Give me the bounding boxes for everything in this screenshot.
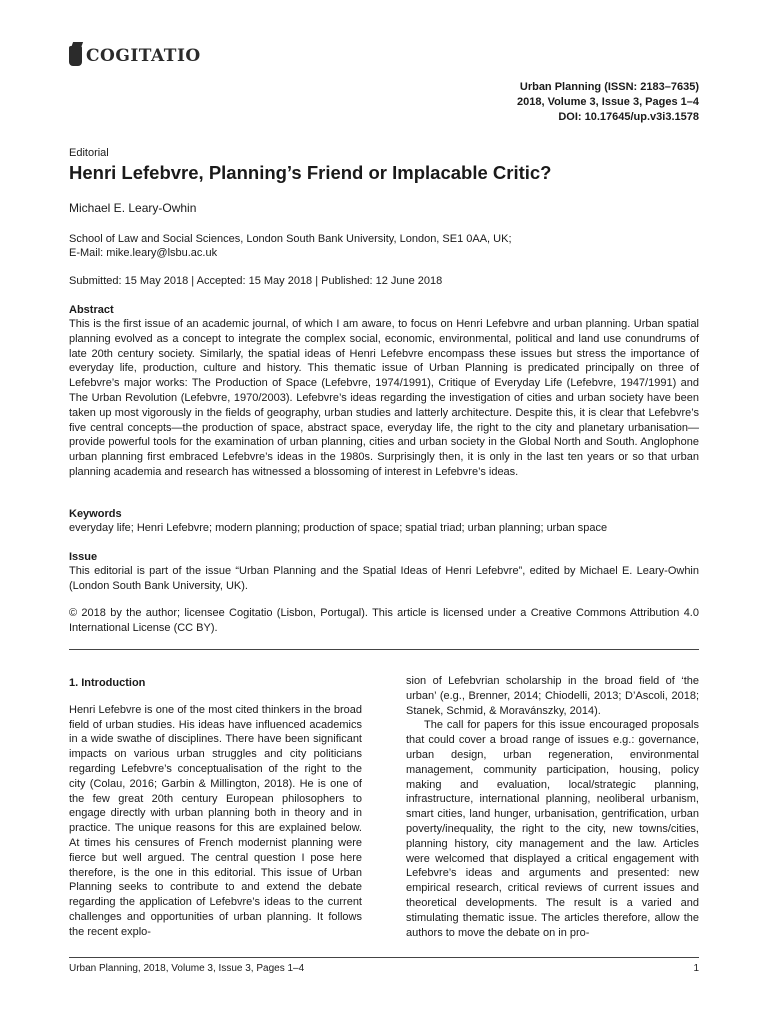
footer-divider [69,957,699,958]
keywords-section [69,507,699,536]
section-heading: 1. Introduction [69,677,146,689]
author-email[interactable]: E-Mail: mike.leary@lsbu.ac.uk [69,247,218,259]
issue-heading: Issue [69,551,98,563]
author-name: Michael E. Leary-Owhin [69,201,197,215]
license-section [69,606,699,636]
section-divider [69,649,699,650]
publisher-name: COGITATIO [86,46,201,66]
cogitatio-logo-icon [69,46,82,66]
publication-dates: Submitted: 15 May 2018 | Accepted: 15 May 2018 | Published: 12 June 2018 [69,275,443,287]
body-paragraph: sion of Lefebvrian scholarship in the broad field of ‘the urban’ (e.g., Brenner, 2014; Chiodelli, 2013; D’Ascoli, 2018; Stanek, Schmid, & Moravánszky, 2014). [406,675,699,717]
journal-issn: Urban Planning (ISSN: 2183–7635) [519,81,699,93]
issue-section [69,550,699,594]
abstract-text: This is the first issue of an academic journal, of which I am aware, to focus on Henri Lefebvre and urban planning. Urban spatial planning evolved as a concept to integrate the complex social, economic, environmental, political and land use conundrums of late 20th century society. Similarly, the spatial ideas of Henri Lefebvre encompass these issues but stress the importance of everyday life, production, culture and history. This thematic issue of Urban Planning is predicated principally on three of Lefebvre’s major works: The Production of Space (Lefebvre, 1974/1991), Critique of Everyday Life (Lefebvre, 1947/1991) and The Urban Revolution (Lefebvre, 1970/2003). Lefebvre’s ideas regarding the investigation of cities and urban society have been taken up most vigorously in the fields of geography, urban studies and latterly architecture. Despite this, it is clear that Lefebvre’s five central concepts—the production of space, abstract space, everyday life, the right to the city and planetary urbanisation—provide powerful tools for the examination of urban planning, cities and urban society in the Global North and South. Anglophone urban planning first embraced Lefebvre’s ideas in the 1980s. Surprisingly then, it is only in the last ten years or so that urban planning academia and research has witnessed a blossoming of interest in Lefebvre’s ideas. [69,318,699,478]
article-type: Editorial [69,147,109,159]
body-paragraph: The call for papers for this issue encouraged proposals that could cover a broad range of issues e.g.: governance, urban design, urban regeneration, environmental management, community participation, housing, policy making and evaluation, local/strategic planning, infrastructure, international planning, neoliberal urbanism, smart cities, land hunger, urbanisation, gentrification, urban poverty/inequality, the right to the city, new towns/cities, planning history, city management and the law. Articles were welcomed that displayed a critical engagement with Lefebvre’s ideas and arguments and presented: new empirical research, critical reviews of current issues and theoretical developments. The result is a varied and stimulating thematic issue. The articles therefore, allow the authors to move the debate on in pro- [406,719,699,939]
keywords-heading: Keywords [69,508,122,520]
affiliation-address: School of Law and Social Sciences, London South Bank University, London, SE1 0AA, UK; [69,233,512,245]
journal-meta [517,80,699,125]
abstract-section [69,303,699,480]
publisher-logo [69,46,201,66]
abstract-heading: Abstract [69,304,114,316]
article-title: Henri Lefebvre, Planning’s Friend or Implacable Critic? [69,162,552,183]
body-column-right [406,674,699,940]
author-affiliation [69,232,512,260]
journal-volume: 2018, Volume 3, Issue 3, Pages 1–4 [516,96,699,108]
license-text: © 2018 by the author; licensee Cogitatio (Lisbon, Portugal). This article is licensed under a Creative Commons Attribution 4.0 International License (CC BY). [69,607,699,634]
footer-citation: Urban Planning, 2018, Volume 3, Issue 3, Pages 1–4 [69,963,305,974]
body-paragraph: Henri Lefebvre is one of the most cited thinkers in the broad field of urban studies. His ideas have influenced academics in a wide swathe of disciplines. There have been significant impacts on various urban struggles and city politicians regarding Lefebvre’s conceptualisation of the right to the city (Colau, 2016; Garbin & Millington, 2018). He is one of the few great 20th century European philosophers to engage directly with urban planning both in theory and in practice. The unique reasons for this are explained below. At times his censures of French modernist planning were fierce but well argued. The central question I pose here therefore, is the one in this editorial. This issue of Urban Planning seeks to contribute to and extend the debate regarding the application of Lefebvre’s ideas to the current challenges and opportunities of urban planning. It follows the recent explo- [69,703,362,938]
journal-doi[interactable]: DOI: 10.17645/up.v3i3.1578 [558,111,699,123]
keywords-text: everyday life; Henri Lefebvre; modern planning; production of space; spatial triad; urban planning; urban space [69,522,608,534]
body-column-left [69,674,362,940]
issue-text: This editorial is part of the issue “Urban Planning and the Spatial Ideas of Henri Lefebvre”, edited by Michael E. Leary-Owhin (London South Bank University, UK). [69,565,699,592]
page-number: 1 [693,963,699,974]
